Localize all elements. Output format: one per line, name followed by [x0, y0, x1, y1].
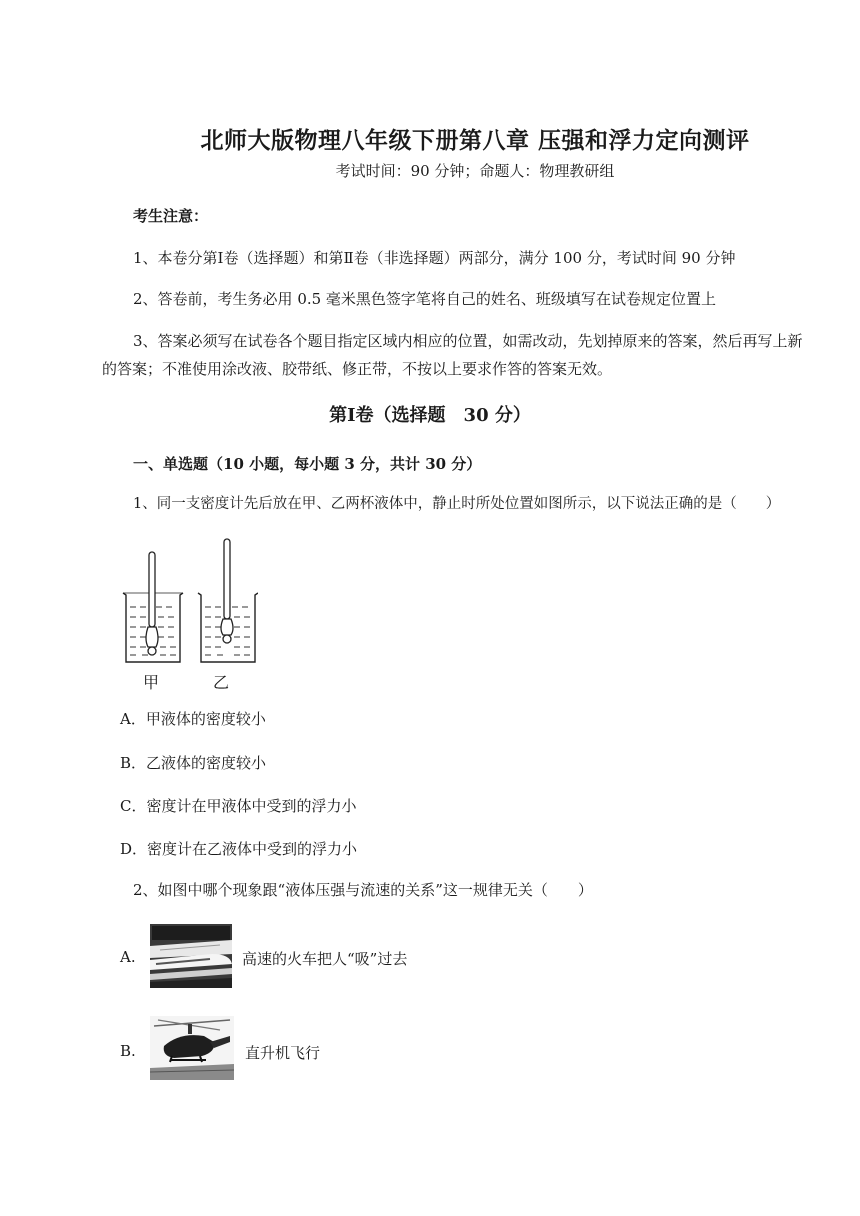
helicopter-image	[150, 1016, 234, 1080]
figure-label-jia: 甲	[143, 673, 160, 692]
notice-item-2: 2、答卷前，考生务必用 0.5 毫米黑色签字笔将自己的姓名、班级填写在试卷规定位置上	[133, 290, 716, 308]
densimeter-yi	[221, 539, 233, 643]
q2-option-a-letter: A.	[120, 948, 136, 966]
page-title: 北师大版物理八年级下册第八章 压强和浮力定向测评	[200, 127, 750, 154]
q1-option-d[interactable]: D．密度计在乙液体中受到的浮力小	[120, 840, 358, 858]
q2-option-b[interactable]	[120, 1014, 520, 1084]
beakers-diagram	[118, 535, 258, 695]
densimeter-figure	[118, 535, 258, 695]
densimeter-jia	[146, 552, 158, 655]
q2-option-b-text: 直升机飞行	[245, 1044, 321, 1062]
q1-option-c[interactable]: C．密度计在甲液体中受到的浮力小	[120, 797, 357, 815]
q2-option-a[interactable]	[120, 922, 520, 992]
part-heading: 一、单选题（10 小题，每小题 3 分，共计 30 分）	[133, 455, 482, 473]
q2-option-b-letter: B.	[120, 1042, 136, 1060]
notice-heading: 考生注意：	[133, 207, 209, 225]
section-title: 第Ⅰ卷（选择题 30 分）	[329, 405, 531, 426]
q1-option-a[interactable]: A．甲液体的密度较小	[120, 710, 266, 728]
question-2-stem: 2、如图中哪个现象跟“液体压强与流速的关系”这一规律无关（ ）	[133, 881, 593, 899]
question-1-stem: 1、同一支密度计先后放在甲、乙两杯液体中，静止时所处位置如图所示，以下说法正确的是（ ）	[133, 496, 781, 512]
q2-option-a-text: 高速的火车把人“吸”过去	[242, 950, 408, 968]
figure-label-yi: 乙	[213, 673, 230, 692]
notice-item-3: 3、答案必须写在试卷各个题目指定区域内相应的位置，如需改动，先划掉原来的答案，然后再写上新的答案；不准使用涂改液、胶带纸、修正带，不按以上要求作答的答案无效。	[102, 332, 803, 378]
train-image	[150, 924, 232, 988]
notice-item-1: 1、本卷分第Ⅰ卷（选择题）和第Ⅱ卷（非选择题）两部分，满分 100 分，考试时间 90 分钟	[133, 249, 736, 267]
page-subtitle: 考试时间：90 分钟；命题人：物理教研组	[335, 162, 615, 180]
q1-option-b[interactable]: B．乙液体的密度较小	[120, 754, 267, 772]
